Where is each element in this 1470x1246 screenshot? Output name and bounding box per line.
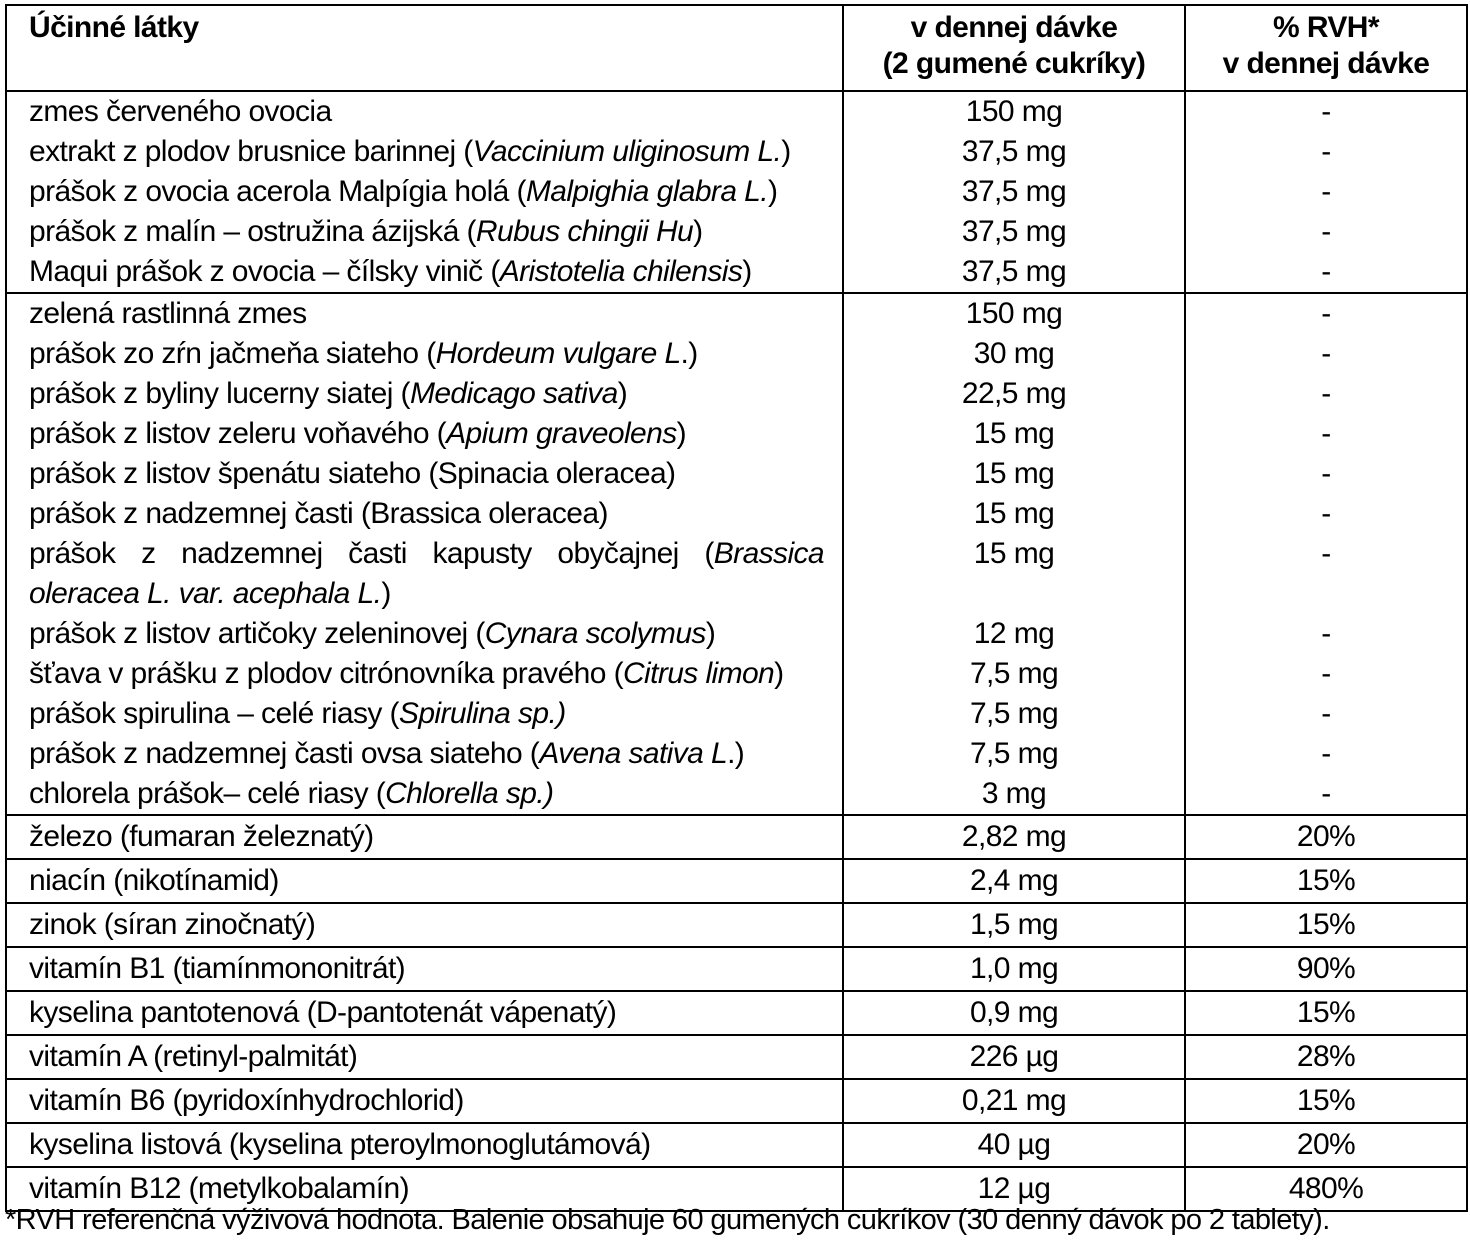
ingredient-text: prášok z ovocia acerola Malpígia holá ( xyxy=(29,175,526,208)
nutrient-rvh: 15% xyxy=(1185,859,1467,903)
spacer xyxy=(1186,574,1466,614)
ingredient-name xyxy=(29,414,842,454)
ingredient-text: prášok z byliny lucerny siatej ( xyxy=(29,377,410,410)
ingredient-name xyxy=(29,694,842,734)
ingredient-text: zelená rastlinná zmes xyxy=(29,297,307,330)
header-daily-dose xyxy=(843,5,1185,91)
nutrient-rvh: 20% xyxy=(1185,815,1467,859)
ingredient-latin-name: Avena sativa L xyxy=(539,737,728,770)
ingredient-rvh: - xyxy=(1321,657,1331,690)
group-red-fruit-doses xyxy=(843,91,1185,293)
ingredient-dose: 22,5 mg xyxy=(961,377,1067,410)
header-rvh-line1: % RVH* xyxy=(1273,11,1379,44)
ingredient-dose: 150 mg xyxy=(965,297,1063,330)
ingredient-dose: 37,5 mg xyxy=(961,215,1067,248)
ingredient-rvh: - xyxy=(1321,697,1331,730)
ingredient-text: šťava v prášku z plodov citrónovníka pravého ( xyxy=(29,657,623,690)
nutrient-name: vitamín B6 (pyridoxínhydrochlorid) xyxy=(6,1079,843,1123)
ingredient-name-kale-line2 xyxy=(29,574,842,614)
nutrient-rvh: 480% xyxy=(1185,1167,1467,1211)
ingredient-rvh: - xyxy=(1321,135,1331,168)
ingredient-suffix: ) xyxy=(742,255,752,288)
ingredient-suffix: ) xyxy=(381,577,391,610)
ingredient-text: prášok z listov artičoky zeleninovej ( xyxy=(29,617,485,650)
nutrient-rvh: 15% xyxy=(1185,991,1467,1035)
ingredient-text: prášok z nadzemnej časti kapusty obyčajnej ( xyxy=(29,537,714,570)
ingredient-latin-name: Medicago sativa xyxy=(409,377,618,410)
ingredient-dose: 12 mg xyxy=(973,617,1055,650)
group-green-plant-rvh xyxy=(1185,293,1467,815)
ingredient-rvh: - xyxy=(1321,377,1331,410)
nutrient-name: kyselina pantotenová (D-pantotenát vápenatý) xyxy=(6,991,843,1035)
footnote: *RVH referenčná výživová hodnota. Balenie obsahuje 60 gumených cukríkov (30 denný dávok po 2 tablety). xyxy=(5,1204,1330,1236)
ingredient-rvh: - xyxy=(1321,537,1331,570)
table-row xyxy=(6,947,1467,991)
ingredient-latin-name: Citrus limon xyxy=(622,657,775,690)
table-row xyxy=(6,815,1467,859)
header-rvh-line2: v dennej dávke xyxy=(1222,47,1430,80)
nutrient-name: niacín (nikotínamid) xyxy=(6,859,843,903)
ingredient-dose: 15 mg xyxy=(973,497,1055,530)
group-green-plant-doses xyxy=(843,293,1185,815)
nutrient-name: kyselina listová (kyselina pteroylmonoglutámová) xyxy=(6,1123,843,1167)
ingredient-latin-name: Brassica xyxy=(713,537,824,570)
ingredient-name-kale-line1 xyxy=(29,534,842,574)
ingredient-rvh: - xyxy=(1321,497,1331,530)
ingredient-suffix: ) xyxy=(705,617,716,650)
table-row xyxy=(6,903,1467,947)
ingredient-name xyxy=(29,734,842,774)
ingredient-latin-name: Chlorella sp.) xyxy=(385,777,554,810)
ingredient-name xyxy=(29,654,842,694)
ingredient-suffix: .) xyxy=(727,737,745,770)
nutrient-name: vitamín B1 (tiamínmononitrát) xyxy=(6,947,843,991)
ingredient-name xyxy=(29,334,842,374)
ingredient-suffix: .) xyxy=(680,337,698,370)
ingredient-rvh: - xyxy=(1321,737,1331,770)
ingredient-name xyxy=(29,212,842,252)
group-red-fruit xyxy=(6,91,1467,293)
ingredient-text: prášok zo zŕn jačmeňa siateho ( xyxy=(29,337,436,370)
nutrient-name: zinok (síran zinočnatý) xyxy=(6,903,843,947)
nutrient-dose: 1,5 mg xyxy=(843,903,1185,947)
ingredient-rvh: - xyxy=(1321,215,1331,248)
ingredient-name xyxy=(29,252,842,292)
nutrient-name: vitamín B12 (metylkobalamín) xyxy=(6,1167,843,1211)
ingredient-latin-name: oleracea L. var. acephala L. xyxy=(29,577,382,610)
ingredient-latin-name: Rubus chingii Hu xyxy=(475,215,694,248)
header-rvh xyxy=(1185,5,1467,91)
ingredient-name xyxy=(29,172,842,212)
ingredient-suffix: ) xyxy=(781,135,791,168)
ingredient-suffix: ) xyxy=(693,215,703,248)
ingredient-name xyxy=(29,494,842,534)
header-name-label: Účinné látky xyxy=(29,11,199,44)
header-dose-line2: (2 gumené cukríky) xyxy=(882,47,1146,80)
nutrient-dose: 226 µg xyxy=(843,1035,1185,1079)
ingredients-table xyxy=(5,4,1468,1212)
ingredient-text: zmes červeného ovocia xyxy=(29,95,332,128)
ingredient-name xyxy=(29,374,842,414)
nutrient-rvh: 15% xyxy=(1185,1079,1467,1123)
table-row xyxy=(6,1035,1467,1079)
ingredient-text: prášok z nadzemnej časti (Brassica oleracea) xyxy=(29,497,608,530)
ingredient-dose: 7,5 mg xyxy=(969,697,1059,730)
ingredient-latin-name: Vaccinium uliginosum L. xyxy=(472,135,782,168)
ingredient-suffix: ) xyxy=(774,657,784,690)
ingredient-latin-name: Spirulina sp.) xyxy=(398,697,566,730)
ingredient-latin-name: Hordeum vulgare L xyxy=(435,337,681,370)
nutrient-name: vitamín A (retinyl-palmitát) xyxy=(6,1035,843,1079)
table-row xyxy=(6,1123,1467,1167)
table-row xyxy=(6,859,1467,903)
ingredient-dose: 7,5 mg xyxy=(969,657,1059,690)
ingredient-text: Maqui prášok z ovocia – čílsky vinič ( xyxy=(29,255,500,288)
nutrient-rvh: 15% xyxy=(1185,903,1467,947)
ingredient-rvh: - xyxy=(1321,457,1331,490)
group-green-plant xyxy=(6,293,1467,815)
ingredient-text: prášok z nadzemnej časti ovsa siateho ( xyxy=(29,737,540,770)
ingredient-suffix: ) xyxy=(767,175,778,208)
ingredient-dose: 150 mg xyxy=(965,95,1063,128)
nutrient-dose: 2,82 mg xyxy=(843,815,1185,859)
ingredient-rvh: - xyxy=(1321,417,1331,450)
nutrient-dose: 2,4 mg xyxy=(843,859,1185,903)
ingredient-name xyxy=(29,132,842,172)
group-green-plant-names xyxy=(6,293,843,815)
table-row xyxy=(6,1079,1467,1123)
ingredient-dose: 37,5 mg xyxy=(961,135,1067,168)
ingredient-text: prášok z malín – ostružina ázijská ( xyxy=(29,215,476,248)
ingredient-name xyxy=(29,454,842,494)
nutrient-rvh: 28% xyxy=(1185,1035,1467,1079)
ingredient-text: prášok spirulina – celé riasy ( xyxy=(29,697,399,730)
ingredient-latin-name: Malpighia glabra L. xyxy=(525,175,768,208)
ingredient-text: extrakt z plodov brusnice barinnej ( xyxy=(29,135,473,168)
nutrient-rvh: 90% xyxy=(1185,947,1467,991)
ingredient-text: prášok z listov špenátu siateho (Spinacia oleracea) xyxy=(29,457,676,490)
ingredient-suffix: ) xyxy=(617,377,628,410)
header-dose-line1: v dennej dávke xyxy=(910,11,1118,44)
ingredient-rvh: - xyxy=(1321,337,1331,370)
table-row xyxy=(6,991,1467,1035)
nutrient-dose: 12 µg xyxy=(843,1167,1185,1211)
ingredient-rvh: - xyxy=(1321,297,1331,330)
nutrients-body xyxy=(6,815,1467,1211)
header-active-substances xyxy=(6,5,843,91)
nutrient-dose: 1,0 mg xyxy=(843,947,1185,991)
ingredient-dose: 30 mg xyxy=(973,337,1055,370)
table-header-row xyxy=(6,5,1467,91)
ingredient-rvh: - xyxy=(1321,175,1331,208)
ingredient-text: prášok z listov zeleru voňavého ( xyxy=(29,417,447,450)
group-red-fruit-names xyxy=(6,91,843,293)
ingredient-text: chlorela prášok– celé riasy ( xyxy=(29,777,386,810)
ingredient-rvh: - xyxy=(1321,255,1331,288)
ingredient-dose: 37,5 mg xyxy=(961,175,1067,208)
ingredient-latin-name: Apium graveolens xyxy=(446,417,677,450)
ingredient-name xyxy=(29,294,842,334)
ingredient-rvh: - xyxy=(1321,95,1331,128)
ingredient-dose: 7,5 mg xyxy=(969,737,1059,770)
ingredient-dose: 3 mg xyxy=(981,777,1047,810)
ingredient-dose: 37,5 mg xyxy=(961,255,1067,288)
ingredient-name xyxy=(29,614,842,654)
nutrient-dose: 40 µg xyxy=(843,1123,1185,1167)
ingredient-name xyxy=(29,92,842,132)
ingredient-name xyxy=(29,774,842,814)
nutrient-rvh: 20% xyxy=(1185,1123,1467,1167)
ingredient-latin-name: Aristotelia chilensis xyxy=(499,255,743,288)
ingredient-dose: 15 mg xyxy=(973,417,1055,450)
ingredient-dose: 15 mg xyxy=(973,537,1055,570)
ingredient-dose: 15 mg xyxy=(973,457,1055,490)
group-red-fruit-rvh xyxy=(1185,91,1467,293)
nutrient-dose: 0,9 mg xyxy=(843,991,1185,1035)
ingredient-latin-name: Cynara scolymus xyxy=(484,617,706,650)
nutrient-name: železo (fumaran železnatý) xyxy=(6,815,843,859)
nutrient-dose: 0,21 mg xyxy=(843,1079,1185,1123)
spacer xyxy=(844,574,1184,614)
ingredient-suffix: ) xyxy=(676,417,687,450)
ingredient-rvh: - xyxy=(1321,617,1331,650)
ingredient-rvh: - xyxy=(1321,777,1331,810)
